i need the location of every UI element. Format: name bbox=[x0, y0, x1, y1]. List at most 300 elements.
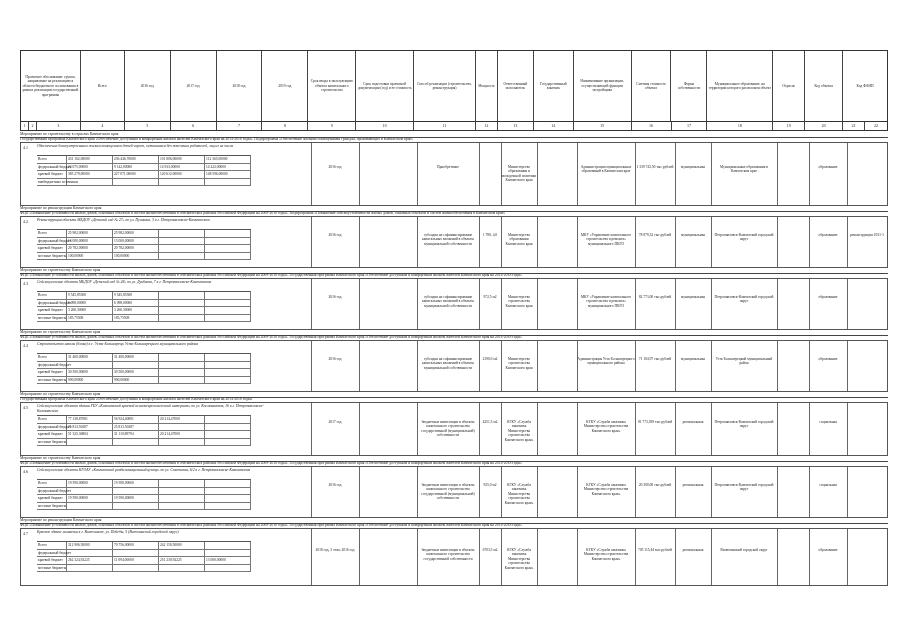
funding-row bbox=[37, 230, 251, 238]
municipality: Муниципальные образования в Камчатском крае bbox=[720, 165, 768, 174]
column-number: 19 bbox=[773, 122, 805, 130]
estimated-cost: 1 339 743,50 тыс.рублей bbox=[636, 165, 674, 169]
funding-label: Всего bbox=[37, 542, 67, 549]
funding-2017 bbox=[159, 565, 205, 572]
funding-table bbox=[37, 541, 251, 572]
funding-2016: 11 094,00000 bbox=[113, 557, 159, 564]
funding-2017 bbox=[159, 550, 205, 557]
funding-total bbox=[67, 488, 113, 495]
funding-label: краевой бюджет bbox=[37, 557, 67, 564]
funding-2016: 30 500,00000 bbox=[113, 369, 159, 376]
estimated-cost: 705 115,44 тыс.рублей bbox=[638, 548, 672, 552]
funding-total: 19 590,00000 bbox=[67, 480, 113, 487]
column-divider bbox=[635, 341, 636, 391]
funding-2018 bbox=[205, 488, 251, 495]
section-program: ФЦП «Повышение устойчивости жилых домов, основных объектов и систем жизнеобеспечения в сейсмических районах Российской Федерации на 2009-2018 годы». Государственная программа Камчатского края «Обеспечение доступным и комфортным жильем жителей Камчатского края на 2014-2018 годы» bbox=[20, 523, 888, 529]
header-cell: Отрасль bbox=[773, 51, 805, 121]
capacity: 4251,5 м2 bbox=[482, 420, 498, 424]
funding-2017 bbox=[159, 424, 205, 431]
funding-2017 bbox=[159, 179, 205, 186]
funding-label: Всего bbox=[37, 230, 67, 237]
section-program: ФЦП «Повышение устойчивости жилых домов, основных объектов и систем жизнеобеспечения в сейсмических районах Российской Федерации на 2009-2018 годы». Государственная программа Камчатского края «Обеспечение доступным и комфортным жильем жителей Камчатского края на 2014-2018 годы» bbox=[20, 335, 888, 341]
funding-2018 bbox=[205, 253, 251, 260]
funding-2017 bbox=[159, 245, 205, 252]
header-cell: Способ реализации (строительство, реконструкция) bbox=[414, 51, 476, 121]
object-block bbox=[20, 402, 888, 456]
header-cell: Форма собственности bbox=[671, 51, 707, 121]
sector: образование bbox=[818, 233, 838, 237]
funding-label: местные бюджеты bbox=[38, 503, 67, 508]
funding-row bbox=[37, 307, 251, 315]
section-title: Мероприятие по строительству Камчатского края bbox=[20, 456, 888, 462]
column-divider bbox=[479, 341, 480, 391]
column-divider bbox=[711, 403, 712, 455]
funding-2017 bbox=[159, 292, 205, 299]
header-cell: Проектное обоснование: группа, направление на реализацию в области бюджетного ассигнования в рамках реализации государственной программы bbox=[21, 51, 81, 121]
funding-total bbox=[67, 565, 113, 572]
funding-table bbox=[37, 479, 251, 510]
column-divider bbox=[635, 467, 636, 517]
column-divider bbox=[711, 467, 712, 517]
funding-label: федеральный бюджет bbox=[38, 238, 72, 243]
object-name: Реконструкция объекта МБДОУ «Детский сад № 27» по ул. Пушкина, 3 в г. Петропавловске-Камчатском bbox=[37, 218, 210, 222]
funding-2016: 25 982,00000 bbox=[113, 230, 159, 237]
object-name: Обеспечение благоустроенным жилым помещением детей-сирот, оставшихся без попечения родителей, лиц из их числа bbox=[37, 144, 234, 148]
column-divider bbox=[711, 217, 712, 267]
section-program: ФЦП «Повышение устойчивости жилых домов, основных объектов и систем жизнеобеспечения в сейсмических районах Российской Федерации на 2009-2018 годы». Государственная программа Камчатского края «Обеспечение доступным и комфортным жильем жителей Камчатского края на 2014-2018 годы» bbox=[20, 273, 888, 279]
developer-organization: МКУ «Управление капитального строительства и ремонта» муниципального ПКГО bbox=[580, 295, 632, 308]
section-program: Государственная программа Камчатского края «Обеспечение доступным и комфортным жильем жителей Камчатского края на 2014-2018 годы». Подпрограмма «Обеспечение жилыми помещениями граждан, проживающих в Камчатском крае» bbox=[20, 137, 888, 143]
implementation-method: бюджетные инвестиции в объекты капитального строительства государственной собственности bbox=[421, 548, 475, 561]
funding-2016 bbox=[113, 488, 159, 495]
funding-2018 bbox=[205, 238, 251, 245]
responsible-executor: Министерство строительства Камчатского края bbox=[505, 357, 533, 370]
commissioning-year: 2016 год bbox=[328, 233, 342, 237]
ownership-form: муниципальная bbox=[681, 165, 705, 169]
funding-2016: 70 756,00000 bbox=[113, 542, 159, 549]
column-divider bbox=[847, 341, 848, 391]
column-divider bbox=[777, 143, 778, 205]
column-number: 16 bbox=[632, 122, 672, 130]
estimated-cost: 71 104,97 тыс.рублей bbox=[638, 357, 672, 361]
column-divider bbox=[417, 341, 418, 391]
column-number: 8 bbox=[262, 122, 308, 130]
sector: социальная bbox=[819, 483, 837, 487]
funding-label: федеральный бюджет bbox=[38, 164, 72, 169]
funding-label: местные бюджеты bbox=[38, 315, 67, 320]
column-numbers-row bbox=[20, 122, 888, 131]
estimated-cost: 78 879,32 тыс.рублей bbox=[638, 233, 672, 237]
funding-2017 bbox=[159, 238, 205, 245]
funding-label: Всего bbox=[37, 480, 67, 487]
funding-label: Всего bbox=[37, 156, 67, 163]
funding-label: Всего bbox=[37, 416, 67, 423]
funding-total: 185,75508 bbox=[67, 315, 113, 322]
column-divider bbox=[675, 403, 676, 455]
funding-total: 31 400,00000 bbox=[67, 354, 113, 361]
funding-label: Всего bbox=[37, 354, 67, 361]
funding-2018 bbox=[205, 495, 251, 502]
funding-2016 bbox=[113, 439, 159, 446]
funding-total bbox=[67, 503, 113, 510]
funding-2017 bbox=[159, 253, 205, 260]
column-number: 2 bbox=[29, 122, 37, 130]
funding-total bbox=[67, 439, 113, 446]
column-divider bbox=[675, 143, 676, 205]
funding-label: местные бюджеты bbox=[38, 439, 67, 444]
capacity: 2190,0 м2 bbox=[482, 357, 498, 361]
funding-2017 bbox=[159, 354, 205, 361]
municipality: Усть-Большерецкий муниципальный район bbox=[715, 357, 773, 366]
ownership-form: региональная bbox=[682, 420, 704, 424]
commissioning-year: 2018 год, 3 этап; 2016 год bbox=[315, 548, 355, 552]
header-cell: Мощность bbox=[476, 51, 498, 121]
funding-2017: 20 214,47000 bbox=[159, 431, 205, 438]
column-number: 11 bbox=[414, 122, 476, 130]
funding-2018 bbox=[205, 431, 251, 438]
column-divider bbox=[479, 217, 480, 267]
ownership-form: муниципальная bbox=[681, 233, 705, 237]
ownership-form: муниципальная bbox=[681, 295, 705, 299]
implementation-method: субсидия на софинансирование капитальных вложений в объекты муниципальной собственности bbox=[422, 357, 474, 370]
header-cell: Ответственный исполнитель bbox=[498, 51, 534, 121]
column-divider bbox=[417, 279, 418, 329]
column-divider bbox=[479, 279, 480, 329]
object-code: реконструкция 1031-1 bbox=[850, 233, 884, 237]
funding-2018: 148 596,00000 bbox=[205, 171, 251, 178]
funding-2018 bbox=[205, 565, 251, 572]
funding-row bbox=[37, 542, 251, 550]
funding-2018 bbox=[205, 480, 251, 487]
capacity: 1 780, 4,0 bbox=[482, 233, 498, 237]
ownership-form: муниципальная bbox=[681, 357, 705, 361]
funding-total: 9 545,85508 bbox=[67, 292, 113, 299]
implementation-method: бюджетные инвестиции в объекты капитального строительства государственной (муниципальной) собственности bbox=[421, 483, 475, 501]
funding-label: внебюджетные источники bbox=[38, 179, 78, 184]
funding-table bbox=[37, 353, 251, 384]
object-number: 4.3 bbox=[23, 281, 28, 286]
column-divider bbox=[311, 279, 312, 329]
column-divider bbox=[479, 529, 480, 585]
column-number: 21 bbox=[843, 122, 865, 130]
commissioning-year: 2016 год bbox=[328, 165, 342, 169]
column-divider bbox=[479, 143, 480, 205]
column-divider bbox=[311, 403, 312, 455]
developer-organization: Администрация Усть-Большерецкого муниципального района bbox=[577, 357, 635, 366]
funding-2016: 900,00000 bbox=[113, 377, 159, 384]
funding-total: 3 260,30000 bbox=[67, 307, 113, 314]
funding-total: 900,00000 bbox=[67, 377, 113, 384]
column-divider bbox=[359, 467, 360, 517]
funding-label: федеральный бюджет bbox=[38, 300, 72, 305]
object-name: Сейсмоусиление объекта МБДОУ «Детский сад № 28» по ул. Дукбаева, 7 в г. Петропавловске-Камчатском bbox=[37, 280, 212, 284]
column-divider bbox=[777, 341, 778, 391]
column-divider bbox=[847, 279, 848, 329]
column-divider bbox=[635, 143, 636, 205]
sector: образование bbox=[818, 548, 838, 552]
funding-2016: 6 098,00000 bbox=[113, 300, 159, 307]
commissioning-year: 2016 год bbox=[328, 295, 342, 299]
funding-total: 30 500,00000 bbox=[67, 369, 113, 376]
funding-2018 bbox=[205, 542, 251, 549]
column-number: 20 bbox=[805, 122, 843, 130]
funding-label: краевой бюджет bbox=[37, 369, 67, 376]
column-divider bbox=[359, 143, 360, 205]
column-divider bbox=[577, 143, 578, 205]
column-divider bbox=[777, 217, 778, 267]
funding-2018 bbox=[205, 300, 251, 307]
funding-2017: 251 230,92225 bbox=[159, 557, 205, 564]
capacity: 972,5 м2 bbox=[483, 295, 497, 299]
funding-2018: 14 222,00000 bbox=[205, 164, 251, 171]
funding-2017 bbox=[159, 230, 205, 237]
funding-row bbox=[37, 253, 251, 261]
capacity: 6703,5 м2 bbox=[482, 548, 498, 552]
funding-2018 bbox=[205, 550, 251, 557]
funding-total: 24 075,00000 bbox=[67, 164, 113, 171]
column-divider bbox=[847, 217, 848, 267]
funding-row bbox=[37, 565, 251, 573]
funding-label: краевой бюджет bbox=[37, 245, 67, 252]
column-divider bbox=[359, 341, 360, 391]
funding-row bbox=[37, 354, 251, 362]
header-cell: Код объекта bbox=[805, 51, 843, 121]
funding-2018 bbox=[205, 377, 251, 384]
funding-label: краевой бюджет bbox=[37, 307, 67, 314]
funding-total: 431 102,00000 bbox=[67, 156, 113, 163]
funding-2017 bbox=[159, 300, 205, 307]
funding-total: 385 279,00000 bbox=[67, 171, 113, 178]
section-program: ФЦП «Повышение устойчивости жилых домов, основных объектов и систем жизнеобеспечения в сейсмических районах Российской Федерации на 2009-2018 годы». Государственная программа Камчатского края «Обеспечение доступным и комфортным жильем жителей Камчатского края на 2014-2018 годы» bbox=[20, 461, 888, 467]
column-divider bbox=[359, 279, 360, 329]
funding-label: федеральный бюджет bbox=[38, 488, 72, 493]
header-cell: Всего bbox=[81, 51, 125, 121]
estimated-cost: 81 773,039 тыс.рублей bbox=[637, 420, 673, 424]
header-cell: 2018 год bbox=[217, 51, 263, 121]
column-divider bbox=[359, 529, 360, 585]
funding-2018 bbox=[205, 416, 251, 423]
funding-2018 bbox=[205, 315, 251, 322]
object-block bbox=[20, 142, 888, 206]
funding-label: федеральный бюджет bbox=[38, 424, 72, 429]
funding-2017: 120 612,00000 bbox=[159, 171, 205, 178]
funding-2016: 56 924,40081 bbox=[113, 416, 159, 423]
column-divider bbox=[847, 403, 848, 455]
developer-organization: Администрации муниципальных образований в Камчатском крае bbox=[580, 165, 632, 174]
municipality: Вилючинский городской округ bbox=[720, 548, 768, 552]
funding-2016 bbox=[113, 503, 159, 510]
column-number: 1 bbox=[21, 122, 29, 130]
funding-table bbox=[37, 415, 251, 446]
developer-organization: МКУ «Управление капитального строительства и ремонта» муниципального ПКГО bbox=[580, 233, 632, 246]
funding-2018 bbox=[205, 369, 251, 376]
ownership-form: региональная bbox=[682, 483, 704, 487]
column-divider bbox=[809, 403, 810, 455]
column-divider bbox=[809, 529, 810, 585]
header-cell: Срок ввода в эксплуатацию объекта капитального строительства bbox=[308, 51, 356, 121]
funding-row bbox=[37, 315, 251, 323]
funding-row bbox=[37, 369, 251, 377]
column-number: 22 bbox=[874, 123, 879, 128]
column-divider bbox=[809, 467, 810, 517]
responsible-executor: КГКУ «Служба заказчика Министерства строительства Камчатского края» bbox=[504, 548, 534, 570]
sector: образование bbox=[818, 357, 838, 361]
municipality: Петропавловск-Камчатский городской округ bbox=[714, 420, 774, 429]
commissioning-year: 2016 год bbox=[328, 483, 342, 487]
funding-row bbox=[37, 245, 251, 253]
object-block bbox=[20, 216, 888, 268]
funding-total bbox=[67, 362, 113, 369]
section-program: ФЦП «Повышение устойчивости жилых домов, основных объектов и систем жизнеобеспечения в сейсмических районах Российской Федерации на 2009-2018 годы». Подпрограмма «Повышение сейсмоустойчивости жилых домов, основных объектов и систем жизнеобеспечения в Камчатском крае» bbox=[20, 211, 888, 217]
funding-row bbox=[37, 164, 251, 172]
object-name: Строительство школы (блока) в с. Усть-Большерецк Усть-Большерецкого муниципального района bbox=[37, 342, 199, 346]
implementation-method: Приобретение bbox=[437, 165, 459, 169]
funding-total: 25 813,50287 bbox=[67, 424, 113, 431]
column-divider bbox=[537, 341, 538, 391]
funding-row bbox=[37, 292, 251, 300]
commissioning-year: 2017 год bbox=[328, 420, 342, 424]
funding-row bbox=[37, 156, 251, 164]
column-divider bbox=[577, 341, 578, 391]
column-divider bbox=[537, 143, 538, 205]
sector: образование bbox=[818, 295, 838, 299]
column-divider bbox=[537, 403, 538, 455]
column-divider bbox=[311, 467, 312, 517]
header-cell: Муниципальное образование, на территории которого расположен объект bbox=[707, 51, 773, 121]
section-title: Мероприятие по строительству Камчатского края bbox=[20, 268, 888, 274]
object-block bbox=[20, 340, 888, 392]
column-divider bbox=[711, 279, 712, 329]
column-divider bbox=[675, 529, 676, 585]
funding-row bbox=[37, 480, 251, 488]
funding-2018 bbox=[205, 307, 251, 314]
funding-2017 bbox=[159, 439, 205, 446]
funding-2016: 20 782,00000 bbox=[113, 245, 159, 252]
funding-2016: 236 446,70000 bbox=[113, 156, 159, 163]
column-divider bbox=[537, 279, 538, 329]
section-program: Государственная программа Камчатского края «Обеспечение доступным и комфортным жильем жителей Камчатского края на 2014-2018 годы» bbox=[20, 397, 888, 403]
funding-2017: 101 806,00000 bbox=[159, 156, 205, 163]
object-number: 4.7 bbox=[23, 531, 28, 536]
column-number: 4 bbox=[81, 122, 125, 130]
column-number: 17 bbox=[672, 122, 708, 130]
funding-2016: 185,75508 bbox=[113, 315, 159, 322]
column-number: 3 bbox=[37, 122, 81, 130]
header-cell: Наименование организации, осуществляющей функции застройщика bbox=[574, 51, 632, 121]
funding-label: местные бюджеты bbox=[38, 565, 67, 570]
column-divider bbox=[635, 279, 636, 329]
funding-2016: 9 545,85508 bbox=[113, 292, 159, 299]
funding-2016 bbox=[113, 362, 159, 369]
column-divider bbox=[847, 467, 848, 517]
column-divider bbox=[359, 217, 360, 267]
column-divider bbox=[311, 529, 312, 585]
funding-2017 bbox=[159, 315, 205, 322]
column-divider bbox=[675, 467, 676, 517]
sector: социальная bbox=[819, 420, 837, 424]
column-number: 6 bbox=[171, 122, 217, 130]
funding-2018: 13 000,00000 bbox=[205, 557, 251, 564]
funding-row bbox=[37, 300, 251, 308]
funding-row bbox=[37, 550, 251, 558]
funding-row bbox=[37, 171, 251, 179]
funding-2017: 20 214,47000 bbox=[159, 416, 205, 423]
funding-total: 19 590,00000 bbox=[67, 495, 113, 502]
section-title: Мероприятие по строительству в отраслях Камчатского края bbox=[20, 132, 888, 138]
capacity: 925,0 м2 bbox=[483, 483, 497, 487]
sector: образование bbox=[818, 165, 838, 169]
funding-label: краевой бюджет bbox=[37, 171, 67, 178]
funding-2016: 25 813,50287 bbox=[113, 424, 159, 431]
column-divider bbox=[675, 279, 676, 329]
funding-row bbox=[37, 377, 251, 385]
object-name: Сейсмоусиление объекта КГОАУ «Камчатский реабилитационный центр» по ул. Советская, 6/2 в г. Петропавловске-Камчатском bbox=[37, 468, 251, 472]
column-divider bbox=[777, 403, 778, 455]
funding-total: 20 782,00000 bbox=[67, 245, 113, 252]
column-divider bbox=[847, 143, 848, 205]
funding-2016: 100,00000 bbox=[113, 253, 159, 260]
funding-total: 312 906,50000 bbox=[67, 542, 113, 549]
column-divider bbox=[311, 143, 312, 205]
column-number: 18 bbox=[707, 122, 773, 130]
object-name: Краевое здание гимназии в г. Вилючинске, ул. Победы, 5 (Вилючинский городской округ) bbox=[37, 530, 179, 534]
header-cell: Сметная стоимость объекта bbox=[632, 51, 672, 121]
funding-2018 bbox=[205, 292, 251, 299]
implementation-method: бюджетные инвестиции в объекты капитального строительства государственной (муниципальной) собственности bbox=[421, 420, 475, 438]
column-divider bbox=[417, 467, 418, 517]
object-number: 4.5 bbox=[23, 405, 28, 410]
funding-2017 bbox=[159, 480, 205, 487]
funding-label: федеральный бюджет bbox=[38, 362, 72, 367]
funding-2018 bbox=[205, 245, 251, 252]
column-divider bbox=[809, 341, 810, 391]
section-title: Мероприятие по реконструкции Камчатского края bbox=[20, 206, 888, 212]
funding-total: 262 324,92225 bbox=[67, 557, 113, 564]
funding-row bbox=[37, 439, 251, 447]
funding-label: краевой бюджет bbox=[37, 495, 67, 502]
funding-2016 bbox=[113, 179, 159, 186]
funding-label: федеральный бюджет bbox=[38, 550, 72, 555]
column-divider bbox=[479, 403, 480, 455]
column-divider bbox=[417, 143, 418, 205]
funding-2018 bbox=[205, 354, 251, 361]
funding-label: Всего bbox=[37, 292, 67, 299]
funding-total: 25 982,00000 bbox=[67, 230, 113, 237]
responsible-executor: Министерство образования Камчатского края bbox=[505, 233, 533, 246]
funding-2018 bbox=[205, 424, 251, 431]
column-number: 15 bbox=[574, 122, 632, 130]
header-cell: Код ФАИП bbox=[856, 83, 874, 88]
column-divider bbox=[675, 217, 676, 267]
funding-total: 100,00000 bbox=[67, 253, 113, 260]
responsible-executor: КГКУ «Служба заказчика Министерства строительства Камчатского края» bbox=[504, 420, 534, 442]
funding-row bbox=[37, 238, 251, 246]
column-divider bbox=[635, 217, 636, 267]
column-divider bbox=[777, 467, 778, 517]
municipality: Петропавловск-Камчатский городской округ bbox=[714, 483, 774, 492]
funding-2016: 13 000,00000 bbox=[113, 238, 159, 245]
column-divider bbox=[777, 529, 778, 585]
funding-2018 bbox=[205, 230, 251, 237]
developer-organization: КГКУ «Служба заказчика Министерства строительства Камчатского края» bbox=[583, 548, 629, 561]
funding-2016: 227 071,00000 bbox=[113, 171, 159, 178]
funding-table bbox=[37, 155, 251, 186]
funding-2018 bbox=[205, 362, 251, 369]
funding-row bbox=[37, 416, 251, 424]
funding-total: 6 098,00000 bbox=[67, 300, 113, 307]
funding-row bbox=[37, 362, 251, 370]
funding-row bbox=[37, 557, 251, 565]
